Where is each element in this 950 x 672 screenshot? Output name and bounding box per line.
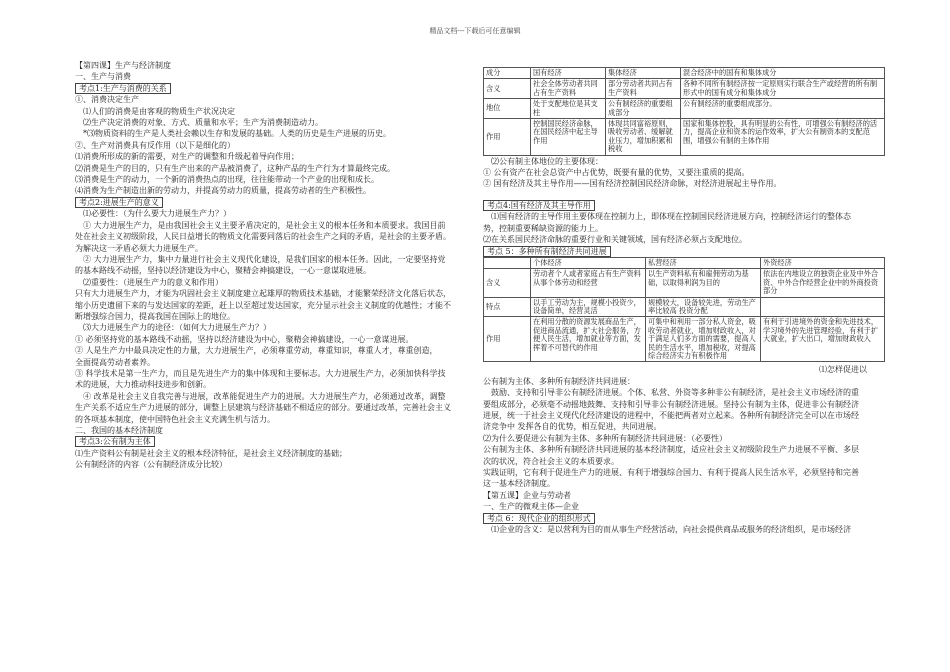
exam-point-box: 考点 6：现代企业的组织形式 bbox=[483, 513, 595, 524]
table-cell: 含义 bbox=[484, 269, 531, 297]
text-line: 缩小历史遗留下来的与发达国家的差距，赶上以至超过发达国家，充分显示社会主义制度的优越性；才能不 bbox=[75, 300, 451, 310]
table-row bbox=[484, 119, 885, 156]
table-header-row bbox=[484, 257, 885, 268]
text-line: ⑵消费是生产的目的，只有生产出来的产品被消费了，这种产品的生产行为才算最终完成。 bbox=[75, 163, 395, 173]
section-heading: 一、生产的微观主体—企业 bbox=[483, 502, 579, 512]
text-line: ④ 改革是社会主义自我完善与进展，改革能促进生产力的进展。大力进展生产力，必须通过改革，调整 bbox=[83, 391, 446, 401]
text-line: ⑵重要性：（进展生产力的意义和作用） bbox=[83, 277, 223, 287]
text-line: ② 国有经济及其主导作用——国有经济控制国民经济命脉，对经济进展起主导作用。 bbox=[483, 179, 782, 189]
section-heading: 二、我国的基本经济制度 bbox=[75, 426, 163, 435]
text-line: 只有大力进展生产力，才能为巩固社会主义制度建立起雄厚的物质技术基础，才能繁荣经济文化落后状态， bbox=[75, 289, 451, 299]
exam-point-box: 考点4:国有经济及其主导作用 bbox=[483, 200, 595, 211]
text-line: ① 大力进展生产力，是由我国社会主义主要矛盾决定的，是社会主义的根本任务和本质要求。我国目前 bbox=[83, 220, 446, 230]
text-line: 为解决这一矛盾必须大力进展生产。 bbox=[75, 243, 203, 253]
table-cell: 在利用分散的资源发展商品生产，促进商品流通，扩大社会服务，方便人民生活，增加就业等方面，发挥着不可替代的作用 bbox=[531, 317, 646, 362]
table-header-cell: 国有经济 bbox=[531, 68, 606, 79]
table-cell: 以手工劳动为主，规模小投资少，设备简单，经营灵活 bbox=[531, 297, 646, 317]
table-cell: 作用 bbox=[484, 119, 531, 156]
text-line: 济竞争中 发挥各自的优势，相互促进，共同进展。 bbox=[483, 422, 662, 432]
text-line: ① 必须坚持党的基本路线不动摇，坚持以经济建设为中心，聚精会神搞建设，一心一意谋进展。 bbox=[75, 334, 414, 344]
right-column bbox=[483, 67, 885, 535]
text-line: 的基本路线不动摇，坚持以经济建设为中心，聚精会神搞建设，一心一意谋取进展。 bbox=[75, 266, 371, 276]
section-heading: 一、生产与消费 bbox=[75, 72, 131, 82]
text-line: 实践证明，它有利于促进生产力的进展、有利于增强综合国力、有利于提高人民生活水平，必须坚持和完善 bbox=[483, 468, 859, 478]
text-line: 鼓励、支持和引导非公有制经济进展。个体、私营、外资等多种非公有制经济，是社会主义市场经济的重 bbox=[491, 388, 859, 398]
text-line: 处在社会主义初级阶段，人民日益增长的物质文化需要同落后的社会生产之间的矛盾，是社会的主要矛盾。 bbox=[75, 232, 451, 242]
table-header-cell: 集体经济 bbox=[606, 68, 681, 79]
table-header-row bbox=[484, 68, 885, 79]
text-line: 术的进展，大力推动科技进步和创新。 bbox=[75, 380, 211, 390]
text-line: ② 大力进展生产力，集中力量进行社会主义现代化建设，是我们国家的根本任务。因此，一定要坚持党 bbox=[83, 254, 446, 264]
table-header-cell: 成分 bbox=[484, 68, 531, 79]
table-header-cell: 外资经济 bbox=[761, 257, 885, 268]
text-line: 生产关系不适应生产力进展的部分，调整上层建筑与经济基础不相适应的部分。要通过改革，完善社会主义 bbox=[75, 403, 451, 413]
table-cell: 劳动者个人或者家庭占有生产资料从事个体劳动和经营 bbox=[531, 269, 646, 297]
table-cell: 公有制经济的重要组成部分。 bbox=[681, 99, 885, 119]
table-cell: 规模较大，设备较先进，劳动生产率比较高 投资分配 bbox=[646, 297, 761, 317]
exam-point-box: 考点 5：多种所有制经济共同进展 bbox=[483, 246, 611, 257]
table-cell: 地位 bbox=[484, 99, 531, 119]
text-line: 公有制为主体、多种所有制经济共同进展的基本经济制度，适应社会主义初级阶段生产力进展不平衡、多层 bbox=[483, 445, 859, 455]
table-cell: 以生产资料私有和雇佣劳动为基础，以取得利润为目的 bbox=[646, 269, 761, 297]
table-cell: 各种不同所有制经济按一定原则实行联合生产或经营的所有制形式中的国有成分和集体成分 bbox=[681, 79, 885, 99]
table-cell: 控制国民经济命脉，在国民经济中起主导作用 bbox=[531, 119, 606, 156]
table-cell: 部分劳动者共同占有生产资料 bbox=[606, 79, 681, 99]
table-cell: 国家和集体控股，具有明显的公有性，可增强公有制经济的活力，提高企业和资本的运作效率，扩大公有制资本的支配范围，增强公有制的主体作用 bbox=[681, 119, 885, 156]
text-line: 公有制经济的内容（公有制经济成分比较） bbox=[75, 460, 227, 470]
exam-point-box: 考点2:进展生产的意义 bbox=[75, 197, 163, 208]
table-cell: 含义 bbox=[484, 79, 531, 99]
text-line: 这一基本经济制度。 bbox=[483, 479, 555, 489]
left-column bbox=[75, 60, 485, 471]
text-line: 的各项基本制度，使中国特色社会主义充满生机与活力。 bbox=[75, 414, 275, 424]
text-line: ⑵在关系国民经济命脉的重要行业和关键领域，国有经济必须占支配地位。 bbox=[483, 235, 747, 245]
exam-point-box: 考点3:公有制为主体 bbox=[75, 436, 155, 447]
text-line: ③ 科学技术是第一生产力，而且是先进生产力的集中体现和主要标志。大力进展生产力，必须加快科学技 bbox=[75, 368, 446, 378]
table-cell: 特点 bbox=[484, 297, 531, 317]
text-line: ⑴消费所形成的新的需要，对生产的调整和升级起着导向作用； bbox=[75, 152, 299, 162]
table-cell: 依法在内地设立的独资企业及中外合资、中外合作经营企业中的外商投资部分 bbox=[761, 269, 885, 297]
table-cell: 可集中和利用一部分私人资金，吸收劳动者就业，增加财政收入，对于满足人们多方面的需要，提高人民的生活水平，增加税收，对提高综合经济实力有积极作用 bbox=[646, 317, 761, 362]
table-cell: 处于支配地位是其支柱 bbox=[531, 99, 606, 119]
text-line: ⑶消费是生产的动力，一个新的消费热点的出现，往往能带动一个产业的出现和成长。 bbox=[75, 175, 379, 185]
table-row bbox=[484, 99, 885, 119]
text-line: 要组成部分，必须毫不动摇地鼓舞、支持和引导非公有制经济进展。坚持公有制为主体，促进非公有制经济 bbox=[483, 399, 859, 409]
text-line: ②、生产对消费具有反作用（以下是细化的） bbox=[75, 140, 235, 150]
text-line: ①、消费决定生产 bbox=[75, 95, 139, 105]
text-line: 全面提高劳动者素养。 bbox=[75, 357, 155, 367]
table-cell: 作用 bbox=[484, 317, 531, 362]
text-line: 次的状况，符合社会主义的本质要求。 bbox=[483, 456, 619, 466]
text-line: ⑷消费为生产制造出新的劳动力，并提高劳动力的质量，提高劳动者的生产积极性。 bbox=[75, 186, 371, 196]
table-row bbox=[484, 79, 885, 99]
lesson-title: 【第五课】企业与劳动者 bbox=[483, 490, 571, 500]
text-line: ① 公有资产在社会总资产中占优势，既要有量的优势，又要注重质的提高。 bbox=[483, 168, 750, 178]
table-header-cell: 个体经济 bbox=[531, 257, 646, 268]
exam-point-box: 考点1:生产与消费的关系 bbox=[75, 83, 171, 94]
page-header: 精品文档---下载后可任意编辑 bbox=[429, 27, 521, 35]
table-header-cell: 混合经济中的国有和集体成分 bbox=[681, 68, 885, 79]
text-line: ⑴生产资料公有制是社会主义的根本经济特征，是社会主义经济制度的基础； bbox=[75, 448, 347, 458]
table-cell: 体现共同富裕原则，吸收劳动者、缓解就业压力，增加积累和税收 bbox=[606, 119, 681, 156]
text-line: 进展，统一于社会主义现代化经济建设的进程中，不能把两者对立起来。各种所有制经济完全可以在市场经 bbox=[483, 411, 859, 420]
table-row bbox=[484, 297, 885, 317]
text-line: ⑵公有制主体地位的主要体现： bbox=[491, 156, 603, 166]
ownership-comparison-table bbox=[483, 67, 885, 156]
text-line: ⑶大力进展生产力的途径：（如何大力进展生产力？） bbox=[83, 323, 271, 333]
text-line: 势，控制重要稀缺资源的能力上。 bbox=[483, 223, 603, 233]
text-line: ② 人是生产力中最具决定性的力量，大力进展生产，必须尊重劳动，尊重知识，尊重人才，尊重创造， bbox=[75, 346, 438, 356]
table-cell: 公有制经济的重要组成部分 bbox=[606, 99, 681, 119]
table-header-cell bbox=[484, 257, 531, 268]
text-line: ⑵为什么要促进公有制为主体、多种所有制经济共同进展：（必要性） bbox=[483, 433, 727, 443]
text-line: ⑴人们的消费是由客观的物质生产状况决定 bbox=[83, 106, 235, 116]
text-line: ⑴企业的含义：是以营利为目的而从事生产经营活动，向社会提供商品或服务的经济组织，是市场经济 bbox=[491, 525, 851, 535]
table-row bbox=[484, 317, 885, 362]
lesson-title: 【第四课】生产与经济制度 bbox=[75, 61, 171, 70]
table-cell bbox=[761, 297, 885, 317]
text-line: 断增强综合国力，提高我国在国际上的地位。 bbox=[75, 311, 235, 321]
table-cell: 有利于引进境外的资金和先进技术，学习境外的先进管理经验，有利于扩大就业，扩大出口，增加财政收入 bbox=[761, 317, 885, 362]
text-line: ⑵生产决定消费的对象、方式、质量和水平；生产为消费制造动力。 bbox=[83, 118, 323, 128]
text-line: ⑴国有经济的主导作用主要体现在控制力上，即体现在控制国民经济进展方向，控制经济运行的整体态 bbox=[491, 212, 851, 222]
nonpublic-economy-table bbox=[483, 257, 885, 362]
table-header-cell: 私营经济 bbox=[646, 257, 761, 268]
table-row bbox=[484, 269, 885, 297]
text-line: ⑴怎样促进以 bbox=[819, 365, 867, 375]
table-cell: 社会全体劳动者共同占有生产资料 bbox=[531, 79, 606, 99]
text-line: *⑶物质资料的生产是人类社会赖以生存和发展的基础。人类的历史是生产进展的历史。 bbox=[83, 129, 391, 139]
text-line: ⑴必要性：（为什么要大力进展生产力？） bbox=[83, 209, 231, 219]
text-line: 公有制为主体、多种所有制经济共同进展： bbox=[483, 376, 635, 386]
